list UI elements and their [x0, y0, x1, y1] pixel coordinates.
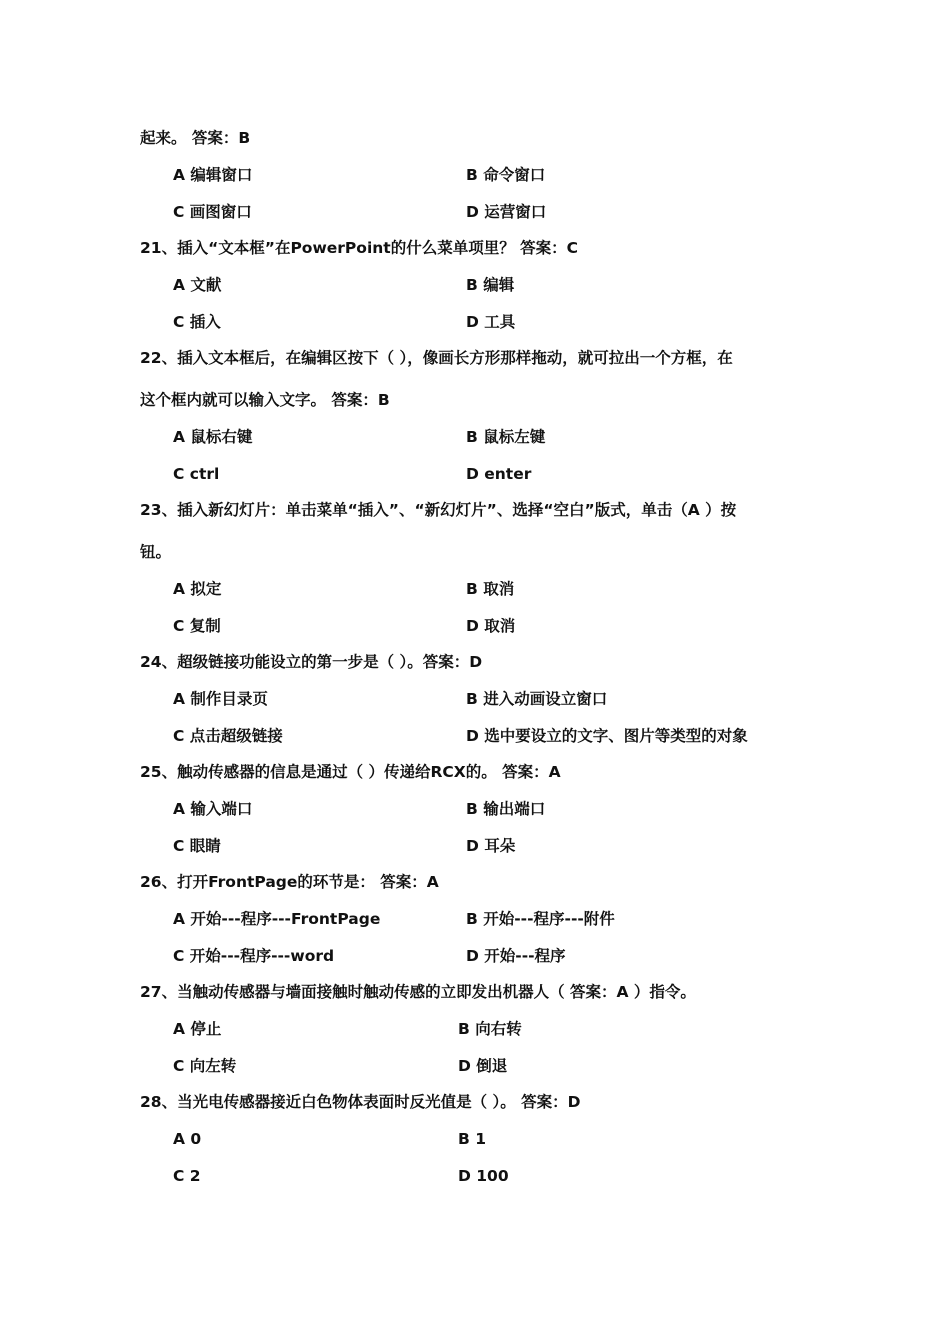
option-b: B 编辑 [466, 276, 515, 294]
option-c: C 复制 [173, 617, 221, 635]
option-b: B 开始---程序---附件 [466, 910, 615, 928]
question-27: 27、当触动传感器与墙面接触时触动传感的立即发出机器人（ 答案：A ）指令。 [140, 983, 696, 1001]
question-26: 26、打开FrontPage的环节是： 答案：A [140, 873, 439, 891]
option-a: A 0 [173, 1130, 202, 1148]
option-a: A 文献 [173, 276, 222, 294]
option-a: A 制作目录页 [173, 690, 268, 708]
option-c: C 画图窗口 [173, 203, 252, 221]
option-c: C 向左转 [173, 1057, 237, 1075]
option-d: D 开始---程序 [466, 947, 566, 965]
option-c: C 开始---程序---word [173, 947, 335, 965]
option-b: B 取消 [466, 580, 515, 598]
option-d: D 耳朵 [466, 837, 516, 855]
option-b: B 向右转 [458, 1020, 522, 1038]
option-c: C 2 [173, 1167, 201, 1185]
option-a: A 停止 [173, 1020, 222, 1038]
question-21: 21、插入“文本框”在PowerPoint的什么菜单项里？ 答案：C [140, 239, 578, 257]
question-22-cont: 这个框内就可以输入文字。 答案：B [140, 391, 390, 409]
option-c: C 插入 [173, 313, 221, 331]
option-c: C 眼睛 [173, 837, 221, 855]
option-d: D 取消 [466, 617, 516, 635]
option-d: D 工具 [466, 313, 516, 331]
option-d: D 运营窗口 [466, 203, 547, 221]
option-b: B 输出端口 [466, 800, 546, 818]
option-d: D 100 [458, 1167, 509, 1185]
option-b: B 进入动画设立窗口 [466, 690, 608, 708]
option-b: B 1 [458, 1130, 486, 1148]
option-b: B 鼠标左键 [466, 428, 546, 446]
option-b: B 命令窗口 [466, 166, 546, 184]
option-c: C ctrl [173, 465, 220, 483]
option-d: D 倒退 [458, 1057, 508, 1075]
question-25: 25、触动传感器的信息是通过（ ）传递给RCX的。 答案：A [140, 763, 561, 781]
question-23-cont: 钮。 [140, 543, 172, 561]
option-a: A 输入端口 [173, 800, 253, 818]
option-d: D enter [466, 465, 532, 483]
option-a: A 开始---程序---FrontPage [173, 910, 381, 928]
option-a: A 拟定 [173, 580, 222, 598]
question-28: 28、当光电传感器接近白色物体表面时反光值是（ ）。 答案：D [140, 1093, 581, 1111]
question-23: 23、插入新幻灯片：单击菜单“插入”、“新幻灯片”、选择“空白”版式，单击（A ）按 [140, 501, 737, 519]
question-22: 22、插入文本框后，在编辑区按下（ ），像画长方形那样拖动，就可拉出一个方框，在 [140, 349, 733, 367]
question-24: 24、超级链接功能设立的第一步是（ ）。答案：D [140, 653, 483, 671]
question-line: 起来。 答案：B [140, 129, 251, 147]
option-a: A 编辑窗口 [173, 166, 253, 184]
option-c: C 点击超级链接 [173, 727, 283, 745]
option-a: A 鼠标右键 [173, 428, 253, 446]
option-d: D 选中要设立的文字、图片等类型的对象 [466, 727, 748, 745]
